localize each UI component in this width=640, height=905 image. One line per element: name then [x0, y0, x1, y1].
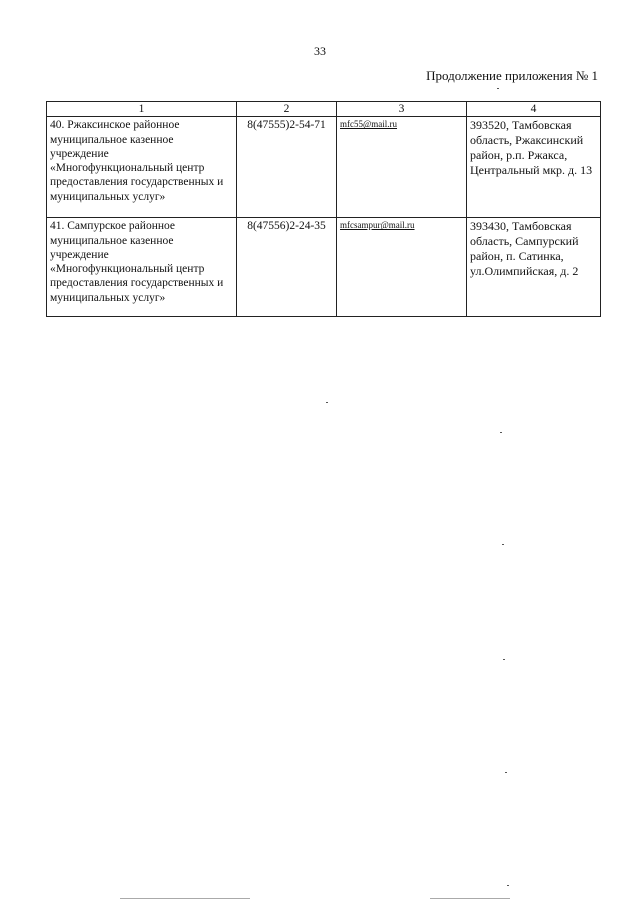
scan-speck: [497, 88, 499, 89]
phone-cell: 8(47555)2-54-71: [237, 117, 337, 218]
phone-cell: 8(47556)2-24-35: [237, 218, 337, 317]
scan-speck: [505, 772, 507, 773]
scan-speck: [500, 432, 502, 433]
table-row: [47, 218, 601, 317]
mfc-directory-table: [46, 101, 601, 317]
column-header: 3: [337, 102, 467, 117]
column-header: 2: [237, 102, 337, 117]
scan-speck: [502, 544, 504, 545]
column-header: 1: [47, 102, 237, 117]
scan-speck: [503, 659, 505, 660]
scan-edge-noise: [120, 898, 250, 899]
email-link[interactable]: mfcsampur@mail.ru: [340, 220, 415, 231]
scan-speck: [326, 402, 328, 403]
column-header: 4: [467, 102, 601, 117]
email-cell: [337, 218, 467, 317]
email-link[interactable]: mfc55@mail.ru: [340, 119, 398, 130]
address-cell: 393520, Тамбовская область, Ржаксинский район, р.п. Ржакса, Центральный мкр. д. 13: [467, 117, 601, 218]
scan-edge-noise: [430, 898, 510, 899]
table-row: [47, 117, 601, 218]
appendix-continuation-caption: Продолжение приложения № 1: [426, 68, 598, 83]
page-number: 33: [314, 44, 326, 58]
scan-speck: [507, 885, 509, 886]
institution-name-cell: 41. Сампурское районное муниципальное казенное учреждение «Многофункциональный центр предоставления государственных и муниципальных услуг»: [47, 218, 237, 317]
address-cell: 393430, Тамбовская область, Сампурский район, п. Сатинка, ул.Олимпийская, д. 2: [467, 218, 601, 317]
institution-name-cell: 40. Ржаксинское районное муниципальное казенное учреждение «Многофункциональный центр предоставления государственных и муниципальных услуг»: [47, 117, 237, 218]
email-cell: [337, 117, 467, 218]
table-header-row: [47, 102, 601, 117]
